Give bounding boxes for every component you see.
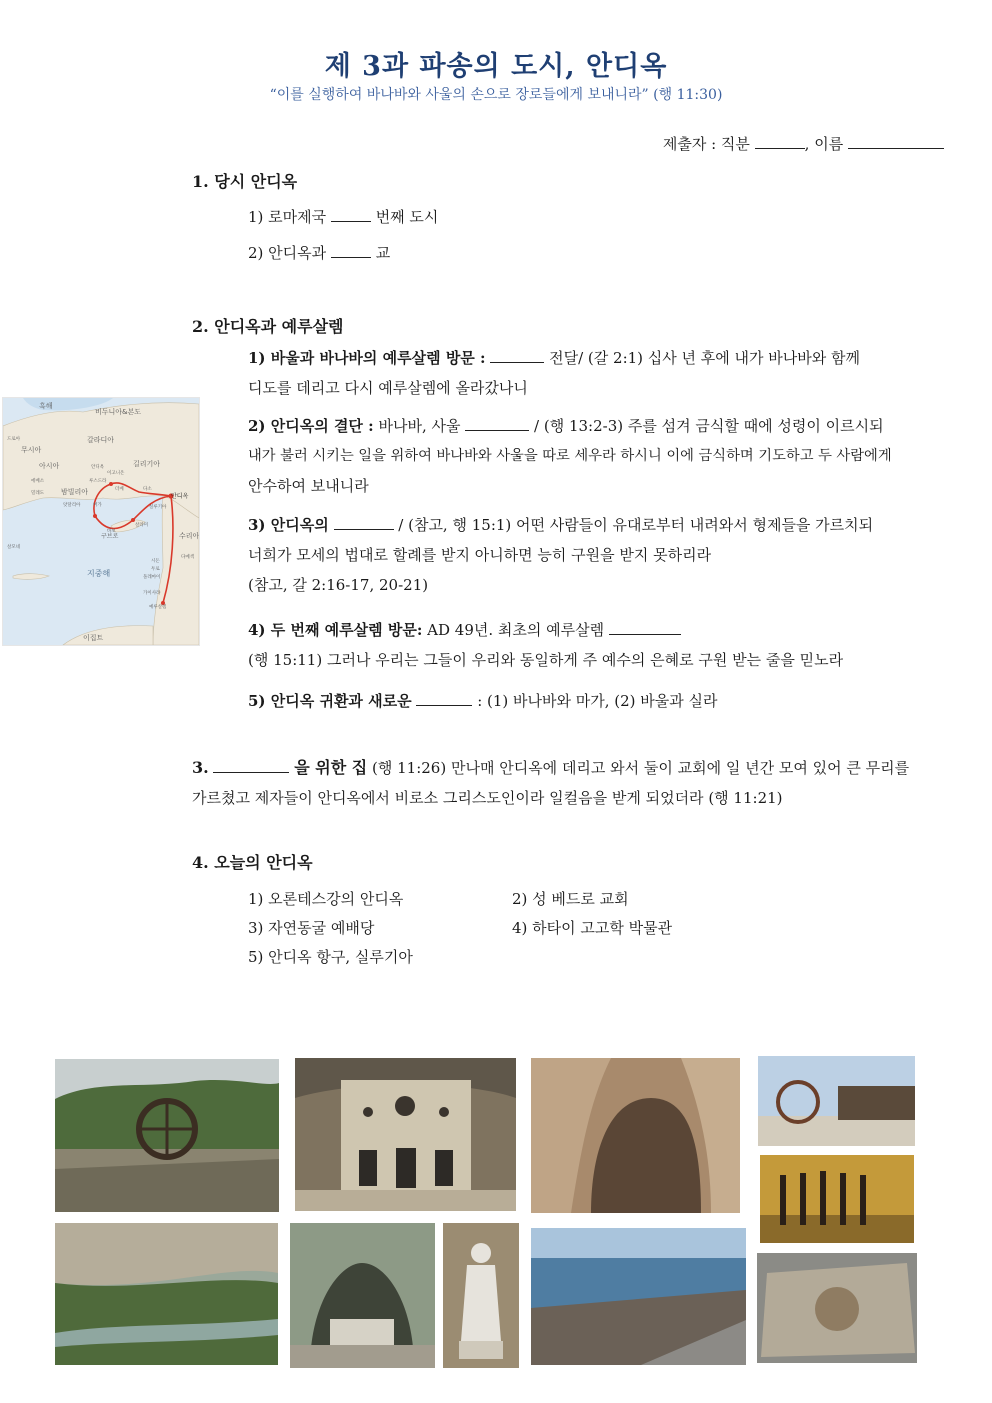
fill-blank[interactable] [331, 243, 371, 258]
item-text: 내가 불러 시키는 일을 위하여 바나바와 사울을 따로 세우라 하시니 이에 금식하며 기도하고 두 사람에게 [248, 448, 892, 464]
section-1-item-1 [248, 206, 438, 227]
fill-blank[interactable] [609, 620, 681, 635]
map-label: 앗달리아 [63, 503, 81, 508]
section-2-item-4 [248, 615, 944, 675]
paul-journey-map [2, 397, 200, 646]
st-peter-statue-photo [443, 1223, 519, 1368]
map-label: 안디옥 [91, 465, 105, 470]
section-3-number: 3. [192, 758, 209, 777]
map-label: 갈라디아 [87, 436, 115, 444]
fill-blank[interactable] [213, 758, 289, 773]
item-text: (행 15:11) 그러나 우리는 그들이 우리와 동일하게 주 예수의 은혜로 구원 받는 줄을 믿노라 [248, 651, 844, 669]
map-label: 밀레도 [31, 491, 45, 496]
fill-blank[interactable] [334, 515, 394, 530]
seleucia-port-photo [531, 1228, 746, 1365]
map-label: 더베 [115, 487, 124, 492]
cave-grotto-photo [290, 1223, 435, 1368]
item-text: 교 [375, 244, 391, 262]
map-label: 다소 [143, 487, 152, 492]
st-peter-church-photo [295, 1058, 516, 1211]
item-text: / (참고, 행 15:1) 어떤 사람들이 유대로부터 내려와서 형제들을 가르치되 [398, 516, 874, 534]
item-text: 안수하여 보내니라 [248, 477, 369, 495]
map-label: 수리아 [179, 532, 199, 540]
hatay-museum-exterior-photo [758, 1056, 915, 1146]
orontes-valley-photo [55, 1223, 278, 1365]
map-label: 시돈 [151, 559, 160, 564]
item-text: 너희가 모세의 법대로 할례를 받지 아니하면 능히 구원을 받지 못하리라 [248, 546, 712, 564]
name-blank[interactable] [848, 134, 944, 149]
submitter-line [663, 133, 944, 154]
map-label: 다메섹 [181, 555, 195, 560]
item-title: 5) 안디옥 귀환과 새로운 [248, 692, 412, 710]
section-4-heading: 4. 오늘의 안디옥 [192, 853, 313, 872]
item-text: 디도를 데리고 다시 예루살렘에 올라갔나니 [248, 379, 528, 397]
section-4-item-5: 5) 안디옥 항구, 실루기아 [248, 948, 413, 966]
hatay-museum-exhibit-photo [760, 1155, 914, 1243]
fill-blank[interactable] [331, 207, 371, 222]
mosaic-floor-photo [757, 1253, 917, 1363]
fill-blank[interactable] [465, 416, 529, 431]
map-label: 안디옥 [171, 493, 189, 500]
map-label: 살모네 [7, 545, 21, 550]
map-label: 이고니온 [107, 471, 125, 476]
name-label: 이름 [814, 135, 844, 153]
map-label: 돌레마이 [143, 575, 161, 580]
map-label: 비두니아&본도 [95, 408, 142, 416]
map-label: 길리기아 [133, 460, 161, 468]
waterwheel-photo [55, 1059, 279, 1212]
map-label: 살라미 [135, 523, 149, 528]
section-4-item-2: 2) 성 베드로 교회 [512, 890, 629, 908]
section-1-heading: 1. 당시 안디옥 [192, 172, 298, 191]
section-4-item-1: 1) 오론테스강의 안디옥 [248, 890, 404, 908]
page-title: 제 3과 파송의 도시, 안디옥 [324, 51, 668, 82]
section-3-text: 가르쳤고 제자들이 안디옥에서 비로소 그리스도인이라 일컬음을 받게 되었더라 (행 11:21) [192, 789, 783, 807]
section-3-title: 을 위한 집 [294, 758, 368, 777]
section-3-text: (행 11:26) 만나매 안디옥에 데리고 와서 둘이 교회에 일 년간 모여 있어 큰 무리를 [372, 759, 910, 777]
section-2-item-1 [248, 343, 944, 403]
section-2-heading: 2. 안디옥과 예루살렘 [192, 317, 344, 336]
map-label: 버가 [93, 503, 102, 508]
item-title: 1) 바울과 바나바의 예루살렘 방문 : [248, 349, 486, 367]
section-3 [192, 753, 944, 813]
item-title: 4) 두 번째 예루살렘 방문: [248, 621, 423, 639]
map-graphic [3, 398, 199, 645]
map-label: 드로아 [7, 437, 21, 442]
fill-blank[interactable] [490, 348, 544, 363]
item-text: / (행 13:2-3) 주를 섬겨 금식할 때에 성령이 이르시되 [534, 417, 884, 435]
map-label: 바보 [107, 529, 116, 534]
comma: , [804, 135, 810, 153]
item-text: : (1) 바나바와 마가, (2) 바울과 실라 [477, 692, 718, 710]
map-label: 아시아 [39, 462, 60, 470]
map-label: 에베소 [31, 479, 45, 484]
item-text: AD 49년. 최초의 예루살렘 [427, 621, 605, 639]
map-label: 구브로 [101, 533, 119, 540]
map-label: 지중해 [87, 569, 111, 578]
section-4-item-4: 4) 하타이 고고학 박물관 [512, 919, 673, 937]
position-label: 제출자 : 직분 [662, 135, 750, 153]
map-label: 두로 [151, 567, 160, 572]
page-subtitle-verse: “이를 실행하여 바나바와 사울의 손으로 장로들에게 보내니라” (행 11:30) [269, 87, 723, 103]
item-title: 3) 안디옥의 [248, 516, 329, 534]
section-2-item-3 [248, 510, 944, 600]
section-2-item-5 [248, 686, 944, 716]
item-title: 2) 안디옥의 결단 : [248, 417, 374, 435]
item-text: (참고, 갈 2:16-17, 20-21) [248, 576, 429, 594]
item-text: 번째 도시 [375, 208, 439, 226]
item-text: 1) 로마제국 [248, 208, 327, 226]
item-text: 바나바, 사울 [378, 417, 461, 435]
map-label: 실루기아 [149, 505, 167, 510]
cave-chapel-photo [531, 1058, 740, 1213]
item-text: 전달/ (갈 2:1) 십사 년 후에 내가 바나바와 함께 [549, 349, 861, 367]
fill-blank[interactable] [416, 691, 472, 706]
map-label: 밤빌리아 [61, 488, 89, 496]
map-label: 무시아 [21, 446, 42, 454]
map-label: 루스드라 [89, 479, 107, 484]
position-blank[interactable] [755, 134, 805, 149]
map-label: 예루살렘 [149, 605, 167, 610]
section-1-item-2 [248, 242, 390, 263]
section-4-item-3: 3) 자연동굴 예배당 [248, 919, 375, 937]
map-label: 흑해 [39, 402, 53, 410]
section-2-item-2 [248, 411, 944, 501]
item-text: 2) 안디옥과 [248, 244, 327, 262]
map-label: 이집트 [83, 634, 104, 642]
map-label: 가이사랴 [143, 591, 161, 596]
